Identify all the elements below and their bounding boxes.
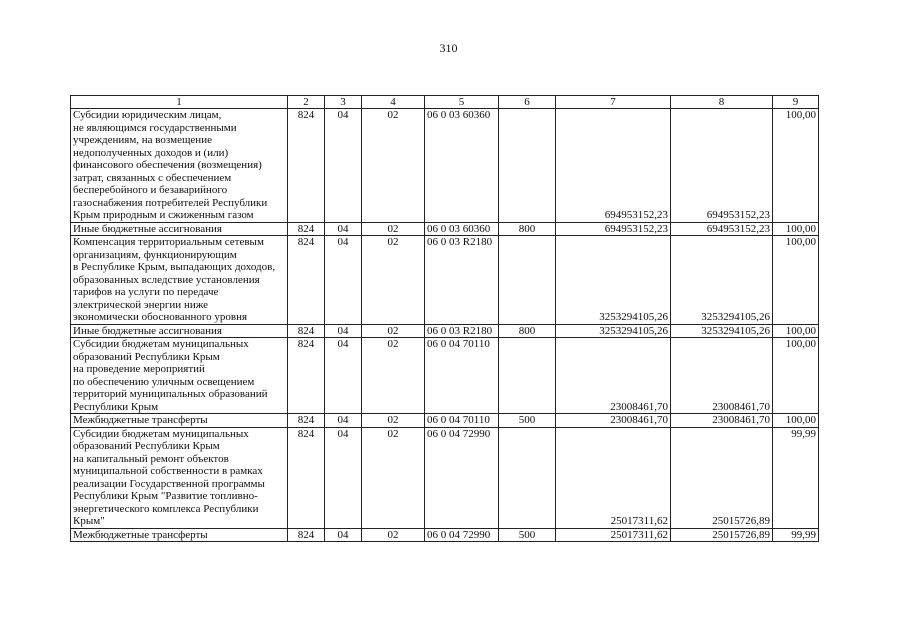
header-cell: 6: [499, 96, 556, 109]
row-subsection-cell: 02: [362, 338, 425, 414]
row-target-cell: 06 0 04 72990: [425, 528, 499, 542]
row-type-cell: 500: [499, 414, 556, 428]
row-code-cell: 824: [288, 222, 325, 236]
row-actual-cell: 3253294105,26: [671, 236, 773, 325]
row-subsection-cell: 02: [362, 236, 425, 325]
table-row: [71, 324, 819, 338]
row-name-cell: Субсидии бюджетам муниципальных образований Республики Крым на проведение мероприятий по обеспечению уличным освещением территорий муниципальных образований Республики Крым: [71, 338, 288, 414]
row-section-cell: 04: [325, 427, 362, 528]
table-row: [71, 222, 819, 236]
row-name-cell: Компенсация территориальным сетевым организациям, функционирующим в Республике Крым, выпадающих доходов, образованных вследствие установления тарифов на услуги по передаче электрической энергии ниже экономически обоснованного уровня: [71, 236, 288, 325]
row-name-cell: Межбюджетные трансферты: [71, 528, 288, 542]
row-actual-cell: 694953152,23: [671, 109, 773, 223]
row-planned-cell: 3253294105,26: [556, 236, 671, 325]
row-target-cell: 06 0 04 70110: [425, 338, 499, 414]
row-actual-cell: 23008461,70: [671, 414, 773, 428]
header-cell: 7: [556, 96, 671, 109]
table-row: [71, 414, 819, 428]
row-percent-cell: 99,99: [773, 427, 819, 528]
row-type-cell: 800: [499, 324, 556, 338]
row-planned-cell: 23008461,70: [556, 338, 671, 414]
header-cell: 5: [425, 96, 499, 109]
header-cell: 2: [288, 96, 325, 109]
row-name-cell: Иные бюджетные ассигнования: [71, 324, 288, 338]
header-cell: 3: [325, 96, 362, 109]
row-target-cell: 06 0 03 R2180: [425, 236, 499, 325]
row-actual-cell: 694953152,23: [671, 222, 773, 236]
header-cell: 1: [71, 96, 288, 109]
row-section-cell: 04: [325, 222, 362, 236]
row-type-cell: [499, 236, 556, 325]
row-code-cell: 824: [288, 109, 325, 223]
row-percent-cell: 100,00: [773, 338, 819, 414]
row-percent-cell: 100,00: [773, 222, 819, 236]
row-section-cell: 04: [325, 528, 362, 542]
row-subsection-cell: 02: [362, 109, 425, 223]
row-code-cell: 824: [288, 338, 325, 414]
table-row: [71, 338, 819, 414]
row-name-cell: Иные бюджетные ассигнования: [71, 222, 288, 236]
row-subsection-cell: 02: [362, 222, 425, 236]
table-row: [71, 427, 819, 528]
row-percent-cell: 100,00: [773, 109, 819, 223]
row-name-cell: Субсидии юридическим лицам, не являющимся государственными учреждениям, на возмещение недополученных доходов и (или) финансового обеспечения (возмещения) затрат, связанных с обеспечением бесперебойного и безаварийного газоснабжения потребителей Республики Крым природным и сжиженным газом: [71, 109, 288, 223]
row-percent-cell: 100,00: [773, 414, 819, 428]
row-name-cell: Межбюджетные трансферты: [71, 414, 288, 428]
table-row: [71, 528, 819, 542]
row-section-cell: 04: [325, 414, 362, 428]
row-code-cell: 824: [288, 324, 325, 338]
table-row: [71, 109, 819, 223]
row-target-cell: 06 0 03 60360: [425, 222, 499, 236]
row-planned-cell: 694953152,23: [556, 109, 671, 223]
row-target-cell: 06 0 03 R2180: [425, 324, 499, 338]
row-type-cell: [499, 427, 556, 528]
row-name-cell: Субсидии бюджетам муниципальных образований Республики Крым на капитальный ремонт объектов муниципальной собственности в рамках реализации Государственной программы Республики Крым "Развитие топливно- энергетического комплекса Республики Крым": [71, 427, 288, 528]
row-code-cell: 824: [288, 414, 325, 428]
row-section-cell: 04: [325, 324, 362, 338]
row-percent-cell: 99,99: [773, 528, 819, 542]
row-subsection-cell: 02: [362, 414, 425, 428]
row-subsection-cell: 02: [362, 324, 425, 338]
header-row: [71, 96, 819, 109]
row-type-cell: 800: [499, 222, 556, 236]
row-percent-cell: 100,00: [773, 236, 819, 325]
row-type-cell: 500: [499, 528, 556, 542]
row-section-cell: 04: [325, 236, 362, 325]
row-actual-cell: 25015726,89: [671, 427, 773, 528]
row-target-cell: 06 0 04 72990: [425, 427, 499, 528]
row-code-cell: 824: [288, 528, 325, 542]
page-number: 310: [439, 41, 458, 55]
row-subsection-cell: 02: [362, 427, 425, 528]
row-type-cell: [499, 109, 556, 223]
row-planned-cell: 23008461,70: [556, 414, 671, 428]
header-cell: 4: [362, 96, 425, 109]
row-planned-cell: 3253294105,26: [556, 324, 671, 338]
row-section-cell: 04: [325, 109, 362, 223]
row-actual-cell: 25015726,89: [671, 528, 773, 542]
header-cell: 9: [773, 96, 819, 109]
row-planned-cell: 25017311,62: [556, 427, 671, 528]
header-cell: 8: [671, 96, 773, 109]
row-section-cell: 04: [325, 338, 362, 414]
row-actual-cell: 3253294105,26: [671, 324, 773, 338]
row-percent-cell: 100,00: [773, 324, 819, 338]
budget-table: [70, 95, 819, 542]
table-row: [71, 236, 819, 325]
row-code-cell: 824: [288, 427, 325, 528]
row-subsection-cell: 02: [362, 528, 425, 542]
row-type-cell: [499, 338, 556, 414]
row-planned-cell: 25017311,62: [556, 528, 671, 542]
row-target-cell: 06 0 03 60360: [425, 109, 499, 223]
row-actual-cell: 23008461,70: [671, 338, 773, 414]
row-target-cell: 06 0 04 70110: [425, 414, 499, 428]
row-planned-cell: 694953152,23: [556, 222, 671, 236]
row-code-cell: 824: [288, 236, 325, 325]
